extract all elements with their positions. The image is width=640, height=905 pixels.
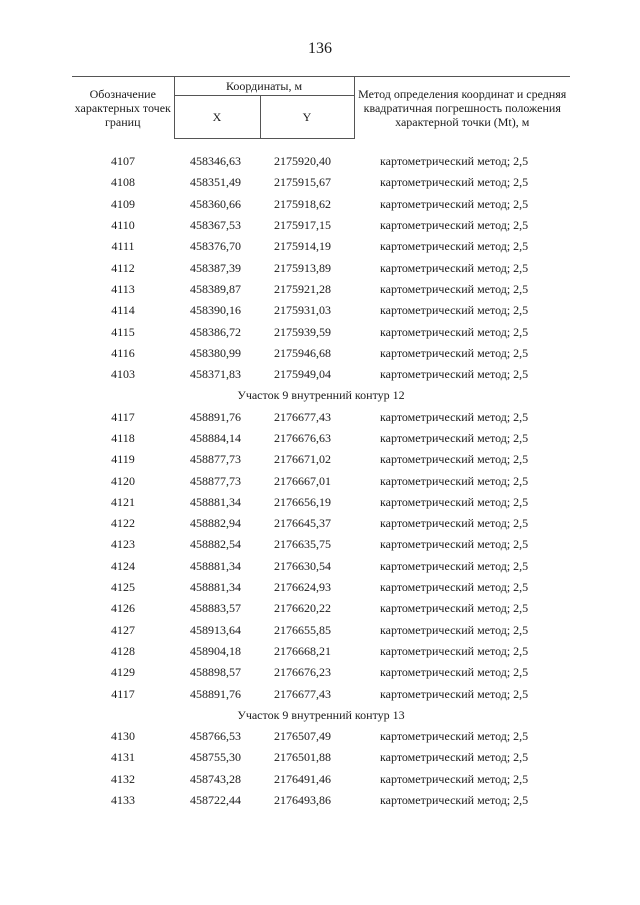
method-cell: картометрический метод; 2,5: [380, 580, 529, 595]
method-cell: картометрический метод; 2,5: [380, 281, 529, 296]
point-cell: 4129: [111, 665, 135, 680]
y-cell: 2176635,75: [274, 537, 331, 552]
y-cell: 2176668,21: [274, 643, 331, 658]
coordinates-table: [72, 76, 570, 811]
method-cell: картометрический метод; 2,5: [380, 516, 529, 531]
method-cell: картометрический метод; 2,5: [380, 494, 529, 509]
method-cell: картометрический метод; 2,5: [380, 260, 529, 275]
point-cell: 4107: [111, 154, 135, 169]
spacer-row: [72, 139, 570, 152]
point-cell: 4133: [111, 793, 135, 808]
point-cell: 4128: [111, 643, 135, 658]
method-cell: картометрический метод; 2,5: [380, 324, 529, 339]
method-cell: картометрический метод; 2,5: [380, 218, 529, 233]
table-row: [72, 726, 570, 747]
point-cell: 4126: [111, 601, 135, 616]
x-cell: 458883,57: [190, 601, 241, 616]
section-title: Участок 9 внутренний контур 13: [237, 707, 405, 722]
header-designation: Обозначение характерных точек границ: [72, 77, 174, 139]
y-cell: 2176507,49: [274, 729, 331, 744]
y-cell: 2175918,62: [274, 196, 331, 211]
method-cell: картометрический метод; 2,5: [380, 345, 529, 360]
x-cell: 458360,66: [190, 196, 241, 211]
method-cell: картометрический метод; 2,5: [380, 452, 529, 467]
method-cell: картометрический метод; 2,5: [380, 303, 529, 318]
section-row: [72, 385, 570, 406]
x-cell: 458881,34: [190, 580, 241, 595]
y-cell: 2175915,67: [274, 175, 331, 190]
y-cell: 2175921,28: [274, 281, 331, 296]
method-cell: картометрический метод; 2,5: [380, 601, 529, 616]
x-cell: 458386,72: [190, 324, 241, 339]
table-row: [72, 321, 570, 342]
method-cell: картометрический метод; 2,5: [380, 793, 529, 808]
table-row: [72, 683, 570, 704]
y-cell: 2175914,19: [274, 239, 331, 254]
table-row: [72, 769, 570, 790]
x-cell: 458882,54: [190, 537, 241, 552]
table-row: [72, 449, 570, 470]
y-cell: 2176630,54: [274, 558, 331, 573]
x-cell: 458755,30: [190, 750, 241, 765]
y-cell: 2175920,40: [274, 154, 331, 169]
x-cell: 458722,44: [190, 793, 241, 808]
table-row: [72, 236, 570, 257]
y-cell: 2175913,89: [274, 260, 331, 275]
y-cell: 2176645,37: [274, 516, 331, 531]
x-cell: 458891,76: [190, 686, 241, 701]
table-body: [72, 139, 570, 812]
point-cell: 4116: [111, 345, 135, 360]
point-cell: 4115: [111, 324, 135, 339]
x-cell: 458877,73: [190, 473, 241, 488]
x-cell: 458898,57: [190, 665, 241, 680]
x-cell: 458913,64: [190, 622, 241, 637]
y-cell: 2176676,63: [274, 431, 331, 445]
method-cell: картометрический метод; 2,5: [380, 643, 529, 658]
point-cell: 4114: [111, 303, 135, 318]
x-cell: 458346,63: [190, 154, 241, 169]
method-cell: картометрический метод; 2,5: [380, 622, 529, 637]
y-cell: 2176667,01: [274, 473, 331, 488]
point-cell: 4125: [111, 580, 135, 595]
method-cell: картометрический метод; 2,5: [380, 750, 529, 765]
x-cell: 458376,70: [190, 239, 241, 254]
point-cell: 4131: [111, 750, 135, 765]
x-cell: 458367,53: [190, 218, 241, 233]
x-cell: 458389,87: [190, 281, 241, 296]
y-cell: 2176671,02: [274, 452, 331, 467]
method-cell: картометрический метод; 2,5: [380, 537, 529, 552]
point-cell: 4121: [111, 494, 135, 509]
table-row: [72, 577, 570, 598]
method-cell: картометрический метод; 2,5: [380, 154, 529, 169]
header-method: Метод определения координат и средняя квадратичная погрешность положения характерной точки (Mt), м: [354, 77, 570, 139]
table-row: [72, 428, 570, 449]
header-x: X: [174, 96, 260, 139]
point-cell: 4113: [111, 281, 135, 296]
method-cell: картометрический метод; 2,5: [380, 771, 529, 786]
page-number: 136: [308, 40, 332, 57]
table-row: [72, 364, 570, 385]
table-row: [72, 470, 570, 491]
method-cell: картометрический метод; 2,5: [380, 239, 529, 254]
table-row: [72, 300, 570, 321]
table-row: [72, 172, 570, 193]
y-cell: 2175931,03: [274, 303, 331, 318]
point-cell: 4124: [111, 558, 135, 573]
y-cell: 2176677,43: [274, 686, 331, 701]
y-cell: 2176677,43: [274, 409, 331, 424]
y-cell: 2176501,88: [274, 750, 331, 765]
y-cell: 2176655,85: [274, 622, 331, 637]
section-title: Участок 9 внутренний контур 12: [237, 388, 405, 403]
x-cell: 458371,83: [190, 367, 241, 382]
point-cell: 4119: [111, 452, 135, 467]
y-cell: 2176656,19: [274, 494, 331, 509]
section-row: [72, 705, 570, 726]
y-cell: 2176624,93: [274, 580, 331, 595]
header-y: Y: [260, 96, 354, 139]
table-row: [72, 194, 570, 215]
table-row: [72, 598, 570, 619]
table-row: [72, 662, 570, 683]
x-cell: 458881,34: [190, 558, 241, 573]
point-cell: 4122: [111, 516, 135, 531]
table-row: [72, 279, 570, 300]
y-cell: 2176493,86: [274, 793, 331, 808]
point-cell: 4112: [111, 260, 135, 275]
point-cell: 4127: [111, 622, 135, 637]
table-row: [72, 534, 570, 555]
x-cell: 458743,28: [190, 771, 241, 786]
point-cell: 4120: [111, 473, 135, 488]
table-row: [72, 151, 570, 172]
method-cell: картометрический метод; 2,5: [380, 558, 529, 573]
point-cell: 4123: [111, 537, 135, 552]
y-cell: 2176676,23: [274, 665, 331, 680]
y-cell: 2175949,04: [274, 367, 331, 382]
method-cell: картометрический метод; 2,5: [380, 409, 529, 424]
point-cell: 4117: [111, 686, 135, 701]
x-cell: 458351,49: [190, 175, 241, 190]
y-cell: 2176620,22: [274, 601, 331, 616]
method-cell: картометрический метод; 2,5: [380, 196, 529, 211]
table-row: [72, 343, 570, 364]
point-cell: 4110: [111, 218, 135, 233]
y-cell: 2175946,68: [274, 345, 331, 360]
table-row: [72, 257, 570, 278]
table-row: [72, 492, 570, 513]
point-cell: 4118: [111, 431, 135, 445]
table-row: [72, 747, 570, 768]
method-cell: картометрический метод; 2,5: [380, 175, 529, 190]
y-cell: 2176491,46: [274, 771, 331, 786]
y-cell: 2175939,59: [274, 324, 331, 339]
table-row: [72, 620, 570, 641]
x-cell: 458904,18: [190, 643, 241, 658]
method-cell: картометрический метод; 2,5: [380, 665, 529, 680]
method-cell: картометрический метод; 2,5: [380, 686, 529, 701]
x-cell: 458884,14: [190, 431, 241, 445]
x-cell: 458380,99: [190, 345, 241, 360]
method-cell: картометрический метод; 2,5: [380, 729, 529, 744]
point-cell: 4130: [111, 729, 135, 744]
x-cell: 458881,34: [190, 494, 241, 509]
method-cell: картометрический метод; 2,5: [380, 367, 529, 382]
point-cell: 4103: [111, 367, 135, 382]
table-row: [72, 215, 570, 236]
table-row: [72, 513, 570, 534]
point-cell: 4109: [111, 196, 135, 211]
table-row: [72, 790, 570, 811]
x-cell: 458766,53: [190, 729, 241, 744]
table-row: [72, 407, 570, 428]
table-row: [72, 556, 570, 577]
x-cell: 458882,94: [190, 516, 241, 531]
method-cell: картометрический метод; 2,5: [380, 473, 529, 488]
point-cell: 4117: [111, 409, 135, 424]
point-cell: 4111: [111, 239, 135, 254]
x-cell: 458877,73: [190, 452, 241, 467]
point-cell: 4108: [111, 175, 135, 190]
x-cell: 458390,16: [190, 303, 241, 318]
x-cell: 458387,39: [190, 260, 241, 275]
point-cell: 4132: [111, 771, 135, 786]
table-row: [72, 641, 570, 662]
method-cell: картометрический метод; 2,5: [380, 431, 529, 445]
y-cell: 2175917,15: [274, 218, 331, 233]
x-cell: 458891,76: [190, 409, 241, 424]
header-coordinates: Координаты, м: [174, 77, 354, 96]
